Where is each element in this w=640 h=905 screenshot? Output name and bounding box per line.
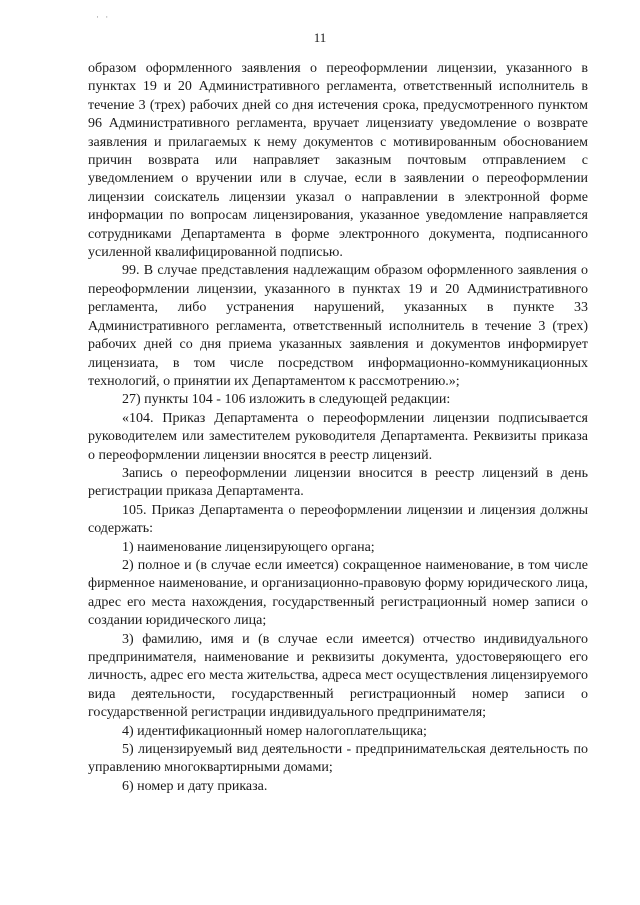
document-body [88, 60, 588, 796]
page-number: 11 [313, 30, 327, 45]
list-item-5: 5) лицензируемый вид деятельности - предпринимательская деятельность по управлению многоквартирными домами; [88, 742, 588, 776]
paragraph-continuation: образом оформленного заявления о переоформлении лицензии, указанного в пунктах 19 и 20 Административного регламента, ответственный исполнитель в течение 3 (трех) рабочих дней со дня истечения срока, предусмотренного пунктом 96 Административного регламента, вручает лицензиату уведомление о возврате заявления и прилагаемых к нему документов с мотивированным обоснованием причин возврата или направляет заказным почтовым отправлением с уведомлением о вручении или в случае, если в заявлении о переоформлении лицензии соискатель лицензии указал о направлении в электронной форме информации по вопросам лицензирования, указанное уведомление направляется сотрудниками Департамента в форме электронного документа, подписанного усиленной квалифицированной подписью. [88, 61, 588, 261]
list-item-6: 6) номер и дату приказа. [122, 778, 268, 794]
list-item-4: 4) идентификационный номер налогоплательщика; [122, 723, 427, 739]
list-item-2: 2) полное и (в случае если имеется) сокращенное наименование, в том числе фирменное наименование, и организационно-правовую форму юридического лица, адрес его места нахождения, государственный регистрационный номер записи о создании юридического лица; [88, 557, 588, 629]
paragraph-105: 105. Приказ Департамента о переоформлении лицензии и лицензия должны содержать: [88, 502, 588, 537]
list-item-1: 1) наименование лицензирующего органа; [122, 539, 375, 555]
paragraph-registry-entry: Запись о переоформлении лицензии вносится в реестр лицензий в день регистрации приказа Департамента. [88, 465, 588, 500]
scan-marks: · · [96, 12, 111, 22]
list-item-3: 3) фамилию, имя и (в случае если имеется) отчество индивидуального предпринимателя, наименование и реквизиты документа, удостоверяющего его личность, адрес его места жительства, адреса мест осуществления лицензируемого вида деятельности, государственный регистрационный номер записи о государственной регистрации индивидуального предпринимателя; [88, 631, 588, 721]
paragraph-amendment-27: 27) пункты 104 - 106 изложить в следующей редакции: [122, 392, 451, 408]
paragraph-104: «104. Приказ Департамента о переоформлении лицензии подписывается руководителем или заместителем руководителя Департамента. Реквизиты приказа о переоформлении лицензии вносятся в реестр лицензий. [88, 410, 588, 463]
paragraph-99: 99. В случае представления надлежащим образом оформленного заявления о переоформлении лицензии, указанного в пунктах 19 и 20 Административного регламента, либо устранения нарушений, указанных в пункте 33 Административного регламента, ответственный исполнитель в течение 3 (трех) рабочих дней со дня приема указанных заявления и документов информирует лицензиата, в том числе посредством информационно-коммуникационных технологий, о принятии их Департаментом к рассмотрению.»; [88, 263, 588, 389]
